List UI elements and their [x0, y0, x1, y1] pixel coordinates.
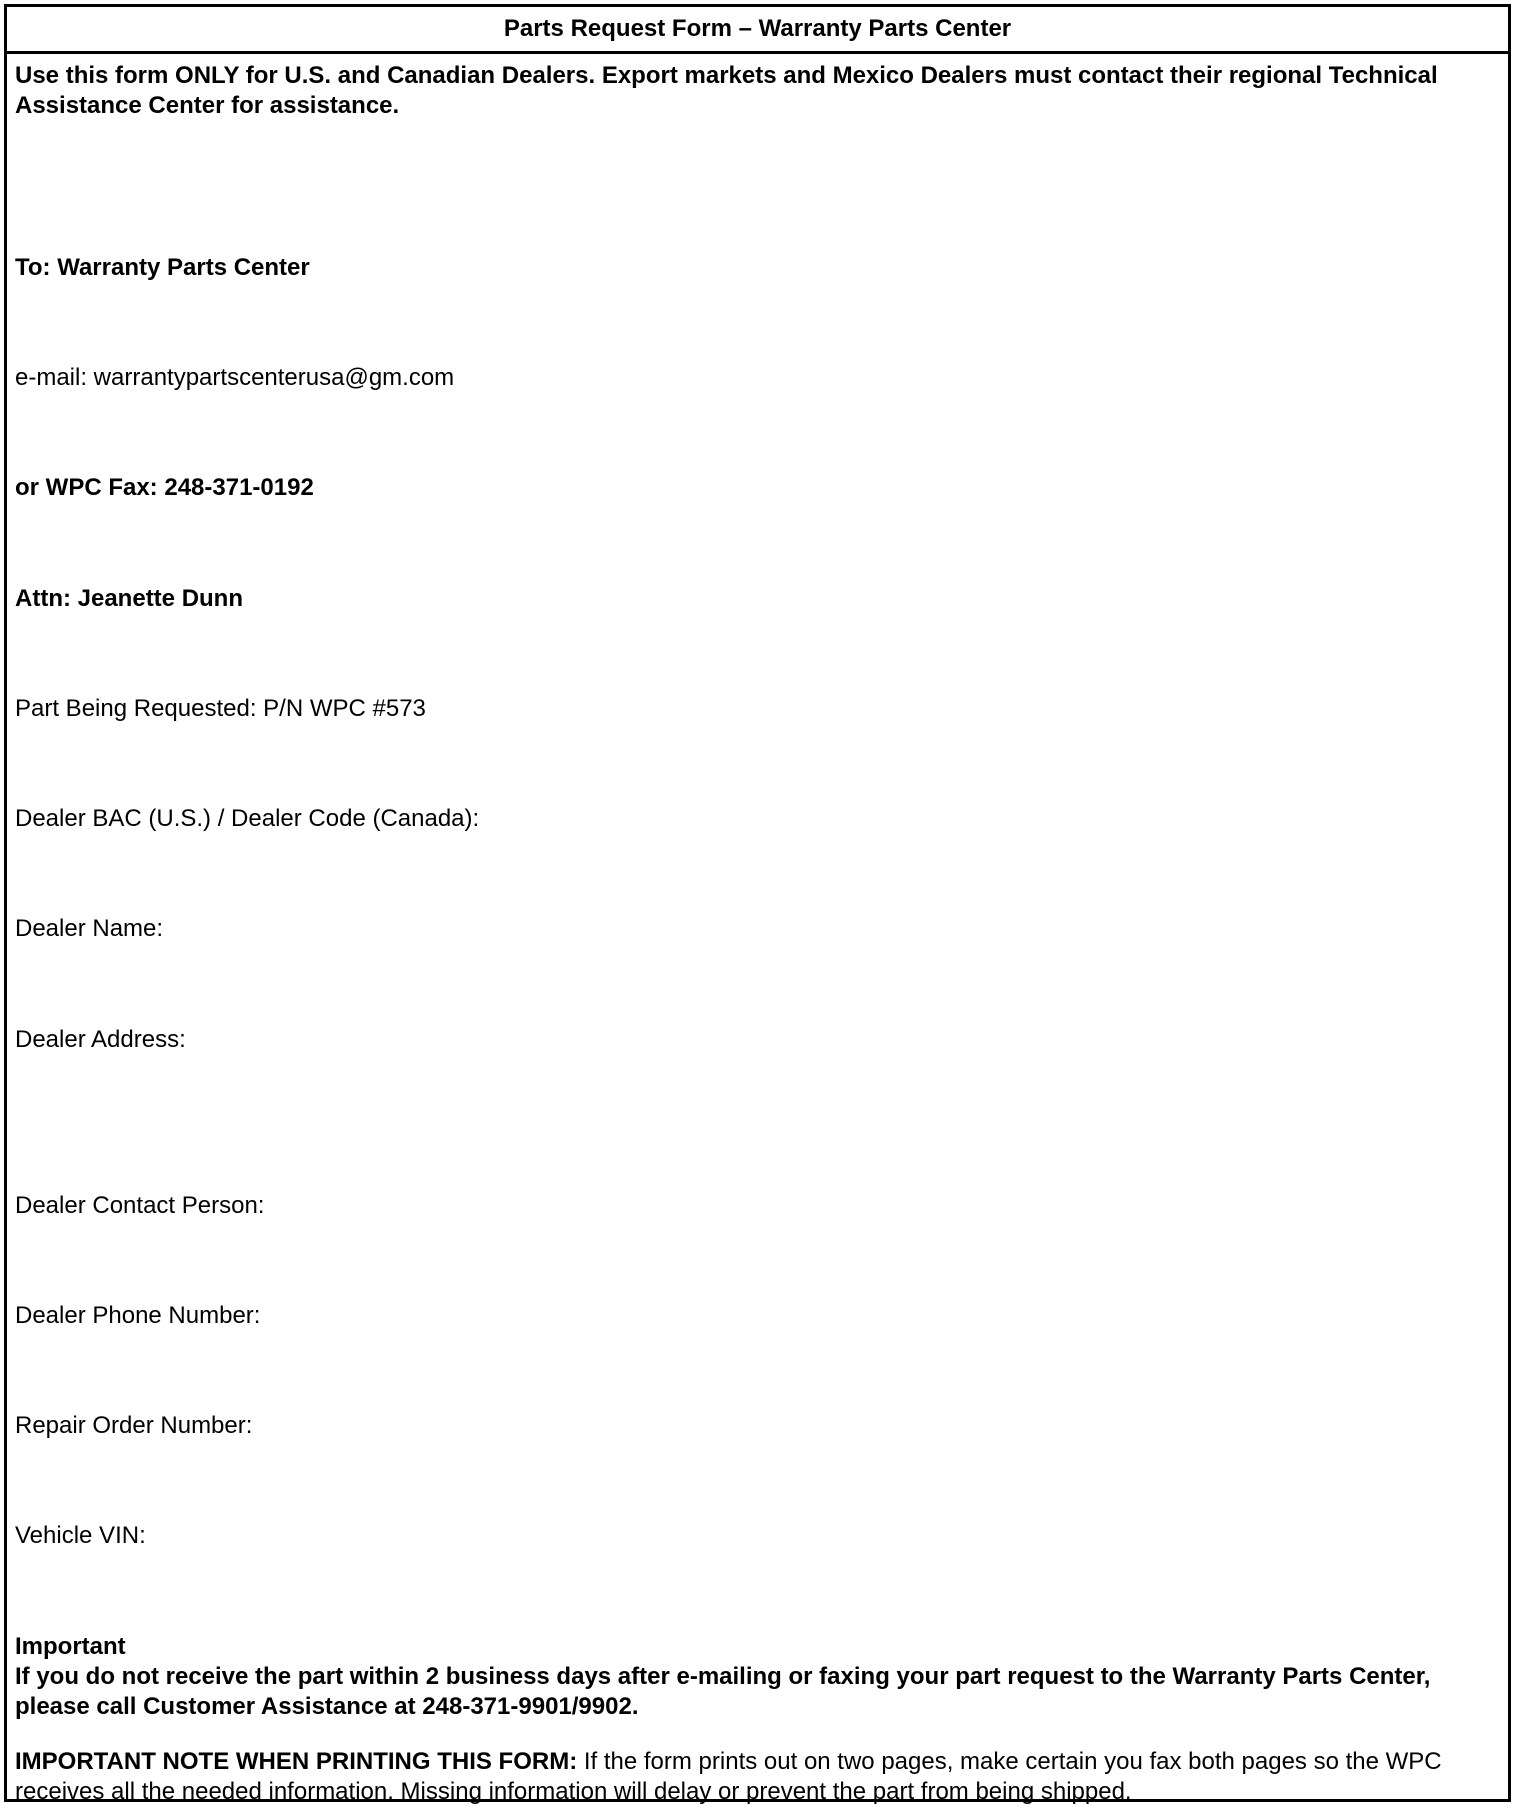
vehicle-vin-field: Vehicle VIN: [15, 1522, 146, 1549]
form-title: Parts Request Form – Warranty Parts Center [7, 7, 1508, 54]
intro-text: Use this form ONLY for U.S. and Canadian Dealers. Export markets and Mexico Dealers must contact their regional Technical Assistance Center for assistance. [15, 62, 1438, 119]
dealer-address-field: Dealer Address: [15, 1026, 186, 1053]
important-text: If you do not receive the part within 2 business days after e-mailing or faxing your part request to the Warranty Parts Center, please call Customer Assistance at 248-371-9901/9902. [15, 1663, 1431, 1720]
dealer-contact-field: Dealer Contact Person: [15, 1192, 265, 1219]
printing-note-text: If the form prints out on two pages, make certain you fax both pages so the WPC receives all the needed information. Missing information will delay or prevent the part from being shipped. [15, 1748, 1442, 1805]
recipient-line: To: Warranty Parts Center [15, 254, 310, 281]
fax-line: or WPC Fax: 248-371-0192 [15, 474, 314, 501]
printing-note [15, 1747, 1500, 1807]
repair-order-field: Repair Order Number: [15, 1412, 253, 1439]
printing-note-label: IMPORTANT NOTE WHEN PRINTING THIS FORM: [15, 1748, 578, 1775]
important-heading: Important [15, 1633, 126, 1660]
parts-request-form [4, 4, 1511, 1805]
dealer-name-field: Dealer Name: [15, 915, 164, 942]
email-line: e-mail: warrantypartscenterusa@gm.com [15, 364, 455, 391]
attention-line: Attn: Jeanette Dunn [15, 585, 243, 612]
part-requested-field: Part Being Requested: P/N WPC #573 [15, 695, 426, 722]
dealer-phone-field: Dealer Phone Number: [15, 1302, 261, 1329]
dealer-bac-field: Dealer BAC (U.S.) / Dealer Code (Canada): [15, 805, 480, 832]
